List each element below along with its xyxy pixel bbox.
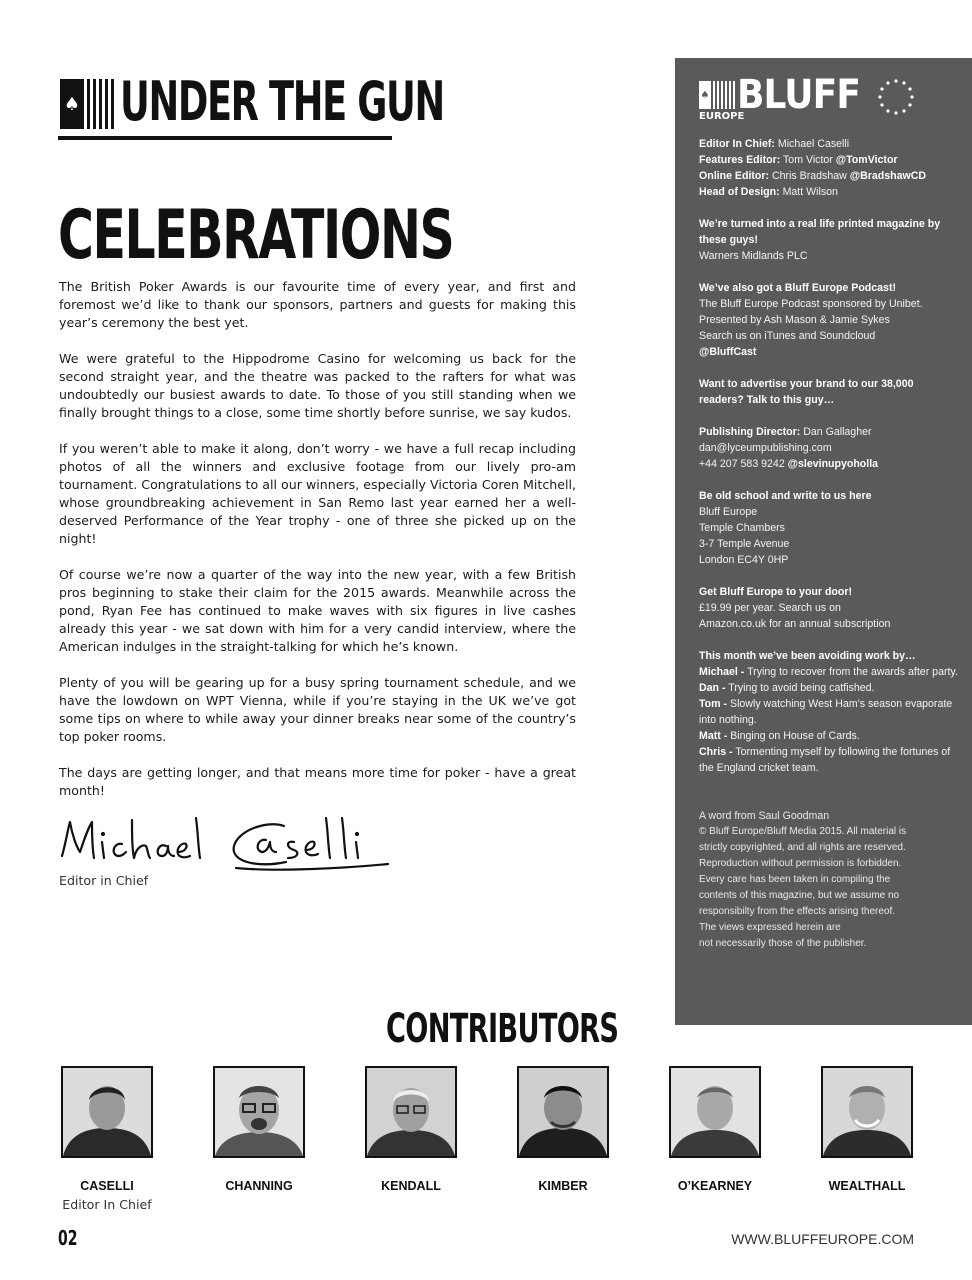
contributor-name: O’KEARNEY bbox=[677, 1179, 753, 1193]
sidebar-content bbox=[699, 136, 959, 968]
article-paragraph: If you weren’t able to make it along, don’t worry - we have a full recap including photos of all the winners and exclusive footage from our lively pro-am tournament. Congratulations to all our winners, especially Victoria Coren Mitchell, whose groundbreaking achievement in San Remo last year earned her a well-deserved Performance of the Year trophy - one of three she picked up on the night! bbox=[59, 441, 576, 546]
contributor-photo bbox=[821, 1066, 913, 1158]
printer-block: We’re turned into a real life printed magazine by these guys! Warners Midlands PLC bbox=[699, 218, 941, 262]
staff-line: Editor In Chief: Michael Caselli bbox=[699, 138, 850, 150]
staff-line: Online Editor: Chris Bradshaw @BradshawCD bbox=[699, 170, 926, 182]
article-paragraph: We were grateful to the Hippodrome Casino for welcoming us back for the second straight year, and the theatre was packed to the rafters for what was undoubtedly our busiest awards to date. To those of you still standing when we finally brought things to a close, some time shortly before sunrise, we say kudos. bbox=[59, 351, 576, 420]
advertise-block: Want to advertise your brand to our 38,000 readers? Talk to this guy… bbox=[699, 378, 914, 406]
barcode-bars-icon bbox=[87, 79, 114, 129]
email-link[interactable]: dan@lyceumpublishing.com bbox=[699, 442, 832, 454]
avoiding-block: This month we’ve been avoiding work by… Michael - Trying to recover from the awards after party. Dan - Trying to avoid being catfished. Tom - Slowly watching West Ham’s season evaporate into nothing. Matt - Binging on House of Cards. Chris - Tormenting myself by following the fortunes of the England cricket team. bbox=[699, 650, 958, 774]
bluff-europe-logo bbox=[699, 72, 919, 126]
contributor-photo bbox=[61, 1066, 153, 1158]
spade-icon: ♠ bbox=[60, 79, 84, 129]
contributor-name: KIMBER bbox=[538, 1179, 588, 1193]
staff-line: Head of Design: Matt Wilson bbox=[699, 186, 838, 198]
section-header bbox=[58, 70, 444, 142]
section-logo bbox=[60, 78, 116, 130]
avoiding-item: Dan - Trying to avoid being catfished. bbox=[699, 682, 875, 694]
contributor-name: CHANNING bbox=[225, 1179, 293, 1193]
signature-caption: Editor in Chief bbox=[59, 873, 149, 888]
handwritten-signature bbox=[58, 812, 418, 882]
article-paragraph: Of course we’re now a quarter of the way into the new year, with a few British pros beginning to stake their claim for the 2015 awards. Meanwhile across the pond, Ryan Fee has continued to make waves with six figures in live cashes already this year - we sat down with him for a very candid interview, where the American indulges in the straight-talking for which he’s known. bbox=[59, 567, 576, 654]
article-paragraph: The days are getting longer, and that means more time for poker - have a great month! bbox=[59, 765, 576, 798]
contributor-name: KENDALL bbox=[381, 1179, 441, 1193]
subscribe-block: Get Bluff Europe to your door! £19.99 per year. Search us on Amazon.co.uk for an annual subscription bbox=[699, 586, 891, 630]
avoiding-item: Tom - Slowly watching West Ham’s season evaporate into nothing. bbox=[699, 698, 953, 726]
address-block: Be old school and write to us here Bluff Europe Temple Chambers 3-7 Temple Avenue London EC4Y 0HP bbox=[699, 490, 872, 566]
spade-icon: ♠ bbox=[699, 81, 711, 109]
contributor-photo bbox=[213, 1066, 305, 1158]
contributor-name: CASELLI bbox=[80, 1179, 134, 1193]
masthead-sidebar bbox=[675, 58, 972, 1025]
contributor-photo bbox=[669, 1066, 761, 1158]
logo-subtitle: EUROPE bbox=[699, 111, 745, 122]
page-title: CELEBRATIONS bbox=[58, 196, 454, 275]
staff-list bbox=[699, 136, 959, 200]
eu-stars-icon bbox=[877, 78, 915, 116]
section-rule bbox=[58, 136, 392, 140]
avoiding-item: Matt - Binging on House of Cards. bbox=[699, 730, 860, 742]
contributor-card bbox=[821, 1066, 913, 1193]
contributor-name: WEALTHALL bbox=[828, 1179, 906, 1193]
logo-wordmark: BLUFF bbox=[737, 72, 861, 118]
contributor-card bbox=[61, 1066, 153, 1212]
contributor-photo bbox=[517, 1066, 609, 1158]
contributor-card bbox=[213, 1066, 305, 1193]
section-title: UNDER THE GUN bbox=[120, 70, 444, 133]
barcode-bars-icon bbox=[713, 81, 735, 109]
article-paragraph: Plenty of you will be gearing up for a busy spring tournament schedule, and we have the lowdown on WPT Vienna, while if you’re staying in the UK we’ve got some tips on where to while away your dinner breaks near some of the country’s top poker rooms. bbox=[59, 675, 576, 744]
avoiding-item: Chris - Tormenting myself by following the fortunes of the England cricket team. bbox=[699, 746, 951, 774]
contributor-photo bbox=[365, 1066, 457, 1158]
contributor-card bbox=[517, 1066, 609, 1193]
article-paragraph: The British Poker Awards is our favourite time of every year, and first and foremost we’d like to thank our sponsors, partners and guests for making this year’s ceremony the best yet. bbox=[59, 279, 576, 330]
contributor-card bbox=[365, 1066, 457, 1193]
website-link[interactable]: WWW.BLUFFEUROPE.COM bbox=[731, 1231, 914, 1247]
publishing-block: Publishing Director: Dan Gallagher dan@lyceumpublishing.com +44 207 583 9242 @slevinupyoholla bbox=[699, 424, 959, 472]
staff-line: Features Editor: Tom Victor @TomVictor bbox=[699, 154, 898, 166]
page-number: 02 bbox=[58, 1226, 78, 1250]
podcast-block: We’ve also got a Bluff Europe Podcast! The Bluff Europe Podcast sponsored by Unibet. Presented by Ash Mason & Jamie Sykes Search us on iTunes and Soundcloud @BluffCast bbox=[699, 282, 923, 358]
contributor-card bbox=[669, 1066, 761, 1193]
article-body bbox=[59, 278, 576, 818]
contributor-role: Editor In Chief bbox=[62, 1197, 152, 1212]
contributors-title: CONTRIBUTORS bbox=[386, 1006, 619, 1052]
avoiding-item: Michael - Trying to recover from the awards after party. bbox=[699, 666, 958, 678]
legal-block: A word from Saul Goodman © Bluff Europe/Bluff Media 2015. All material is strictly copyrighted, and all rights are reserved. Reproduction without permission is forbidden. Every care has been taken in compiling the contents of this magazine, but we assume no responsibilty from the effects arising thereof. The views expressed herein are not necessarily those of the publisher. bbox=[699, 810, 907, 949]
